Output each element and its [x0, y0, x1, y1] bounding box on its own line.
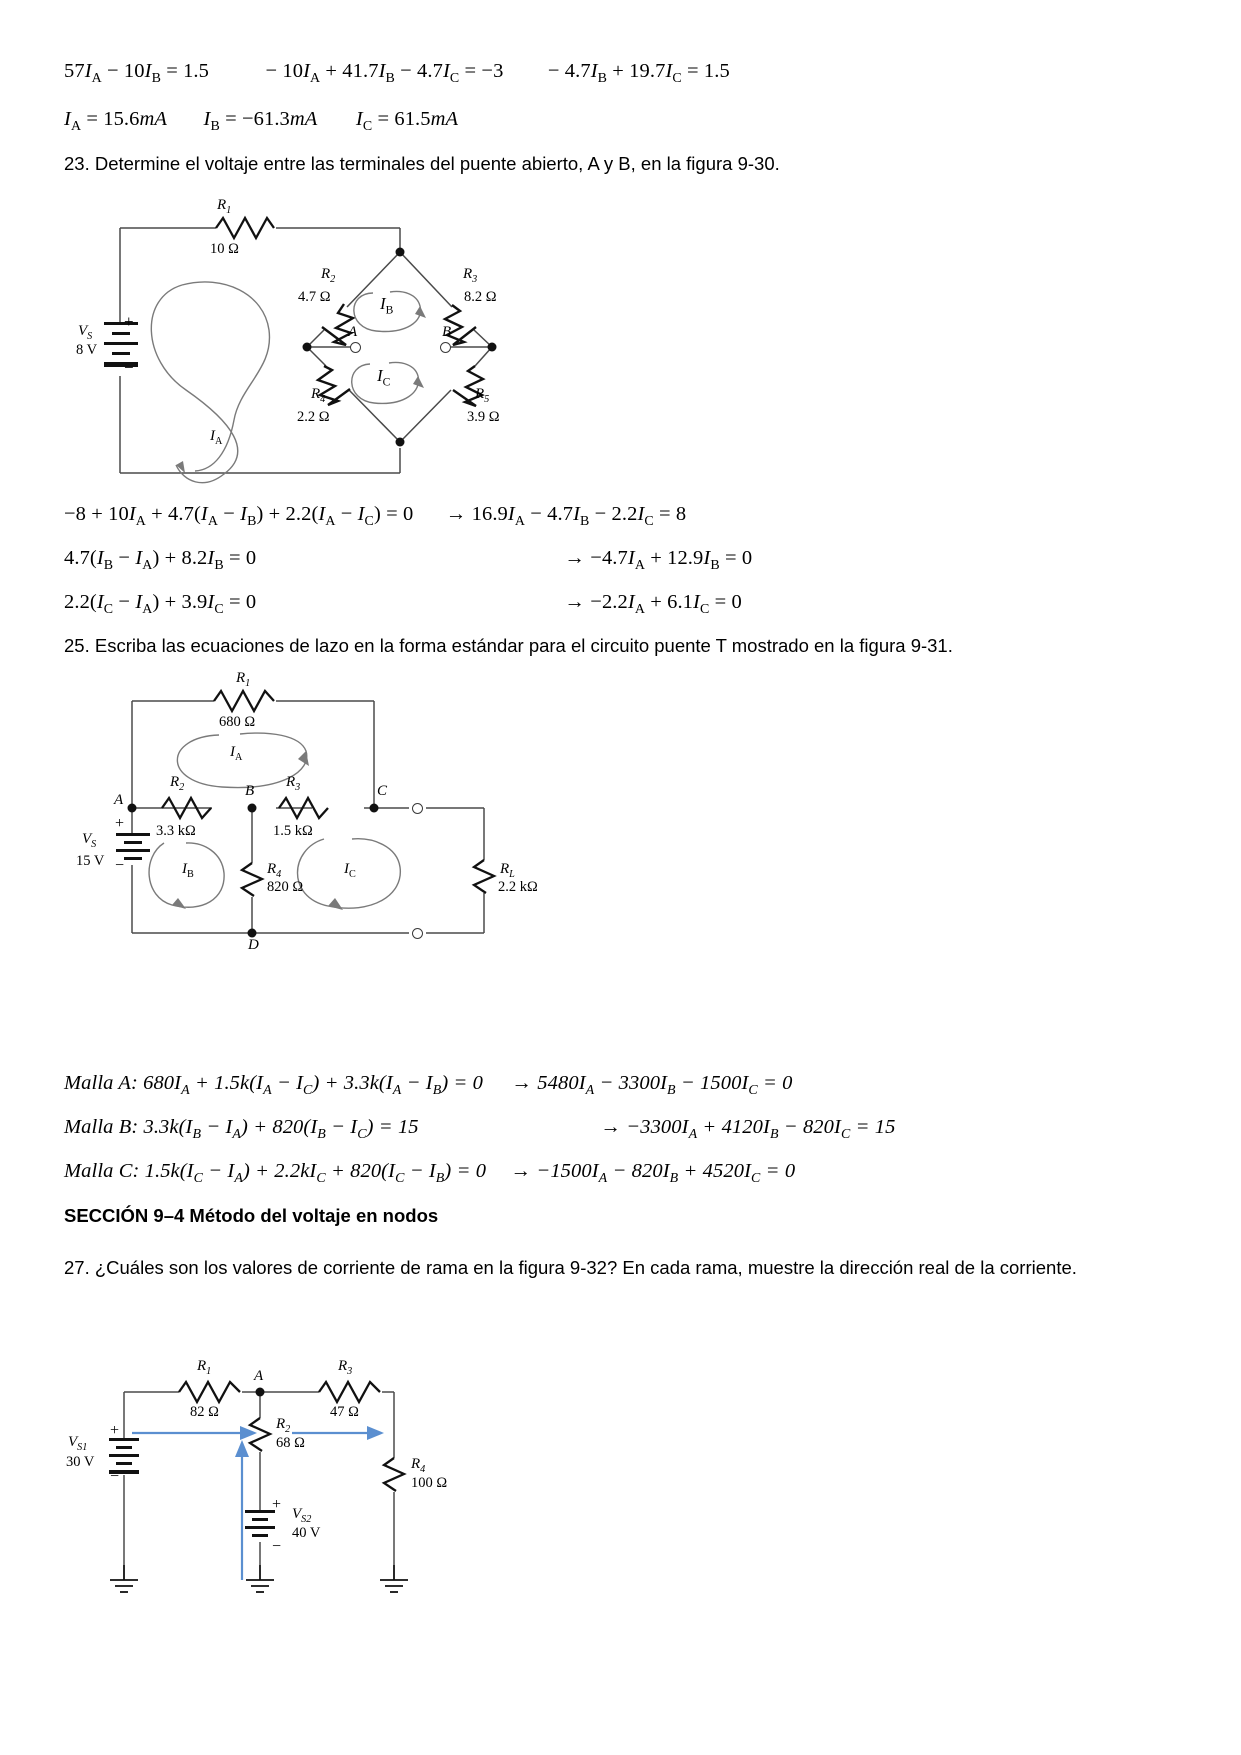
- label-R3-value: 8.2 Ω: [464, 289, 497, 305]
- figure-9-32: [64, 1330, 584, 1640]
- eq23-line3-right: → $-2.2I_A + 6.1I_C = 0$: [564, 591, 742, 618]
- label-node-C: C: [377, 783, 388, 799]
- node-A: [128, 804, 137, 813]
- eq25-mallaA: [64, 1072, 793, 1099]
- label-R3: $R_3$: [286, 774, 301, 793]
- node-top: [396, 248, 405, 257]
- eq23-line1-right: → $16.9I_A - 4.7I_B - 2.2I_C = 8$: [445, 503, 687, 530]
- node-C: [370, 804, 379, 813]
- label-node-D: D: [248, 937, 259, 953]
- node-A: [256, 1388, 265, 1397]
- eq25-mallaC-right: → $-1500I_A - 820I_B + 4520I_C = 0$: [510, 1160, 796, 1187]
- label-VS-value: 15 V: [76, 853, 105, 869]
- terminal-D-open: [412, 928, 423, 939]
- label-minus: −: [124, 358, 134, 377]
- label-R4: $R_4$: [267, 861, 282, 880]
- label-VS: $V_S$: [82, 831, 97, 850]
- label-IA: $I_A$: [210, 428, 223, 447]
- label-node-A: A: [254, 1368, 264, 1384]
- node-bottom: [396, 438, 405, 447]
- label-node-A: A: [114, 792, 124, 808]
- label-R2-value: 3.3 kΩ: [156, 823, 196, 839]
- label-R5: $R_5$: [475, 386, 490, 405]
- section-heading: SECCIÓN 9–4 Método del voltaje en nodos: [64, 1205, 439, 1226]
- label-VS2-minus: −: [272, 1538, 282, 1555]
- label-R2-value: 4.7 Ω: [298, 289, 331, 305]
- label-VS1: $V_{S1}$: [68, 1434, 88, 1453]
- label-VS1-plus: +: [110, 1422, 120, 1439]
- eq23-line2-right: → $-4.7I_A + 12.9I_B = 0$: [564, 547, 753, 574]
- eq-top-2a: $I_A = 15.6mA$: [64, 108, 168, 135]
- eq25-mallaB: [64, 1116, 895, 1143]
- terminal-A: [350, 342, 361, 353]
- eq23-line2: [64, 547, 824, 574]
- eq-top-2b: $I_B = -61.3mA$: [203, 108, 318, 135]
- label-R2: $R_2$: [170, 774, 185, 793]
- problem-27-text: 27. ¿Cuáles son los valores de corriente de rama en la figura 9-32? En cada rama, muestre la dirección real de la corriente.: [64, 1257, 1077, 1278]
- eq25-mallaB-left: Malla B: $3.3k(I_B - I_A) + 820(I_B - I_C) = 15$: [64, 1116, 419, 1143]
- equation-top-1: [64, 60, 730, 87]
- eq-top-1c: − $4.7I_B + 19.7I_C = 1.5$: [547, 60, 730, 87]
- label-R4: $R_4$: [411, 1456, 426, 1475]
- figure-9-30-svg: [64, 190, 624, 490]
- label-terminal-B: B: [442, 324, 452, 340]
- resistor-R4-symbol: [384, 1458, 404, 1491]
- terminal-C-open: [412, 803, 423, 814]
- node-left: [303, 343, 312, 352]
- resistor-R4-symbol: [242, 863, 262, 896]
- label-R2: $R_2$: [321, 266, 336, 285]
- eq23-line1: [64, 503, 686, 530]
- label-R1-value: 10 Ω: [210, 241, 239, 257]
- equation-top-2: [64, 108, 458, 135]
- label-R2-value: 68 Ω: [276, 1435, 305, 1451]
- resistor-R3-symbol: [319, 1382, 380, 1402]
- ground-symbol-left: [110, 1565, 138, 1592]
- figure-9-31-svg: [64, 665, 624, 955]
- label-IC: $I_C$: [344, 861, 356, 880]
- label-VS2: $V_{S2}$: [292, 1506, 312, 1525]
- figure-9-31: [64, 665, 624, 955]
- label-VS1-value: 30 V: [66, 1454, 95, 1470]
- label-R3: $R_3$: [338, 1358, 353, 1377]
- eq25-mallaC-left: Malla C: $1.5k(I_C - I_A) + 2.2kI_C + 820(I_C - I_B) = 0$: [64, 1160, 487, 1187]
- label-R1-value: 82 Ω: [190, 1404, 219, 1420]
- label-R3-value: 47 Ω: [330, 1404, 359, 1420]
- eq25-mallaB-right: → $-3300I_A + 4120I_B - 820I_C = 15$: [600, 1116, 896, 1143]
- label-R1: $R_1$: [197, 1358, 212, 1377]
- label-R1-value: 680 Ω: [219, 714, 256, 730]
- label-VS: $V_S$: [78, 323, 93, 342]
- label-R3: $R_3$: [463, 266, 478, 285]
- label-node-B: B: [245, 783, 255, 799]
- label-IB: $I_B$: [380, 294, 394, 317]
- label-R4-value: 2.2 Ω: [297, 409, 330, 425]
- current-arrow-left: [132, 1426, 257, 1440]
- eq23-line3-left: $2.2(I_C - I_A) + 3.9I_C = 0$: [64, 591, 257, 618]
- label-R1: $R_1$: [217, 197, 232, 216]
- loop-current-IA-arrow: [151, 282, 269, 483]
- resistor-R1-symbol: [179, 1382, 240, 1402]
- problem-23-text: 23. Determine el voltaje entre las terminales del puente abierto, A y B, en la figura 9-30.: [64, 153, 780, 174]
- label-minus: −: [115, 857, 125, 874]
- label-plus: +: [124, 312, 134, 331]
- resistor-R1-symbol: [216, 218, 274, 238]
- resistor-R1-symbol: [214, 691, 274, 711]
- eq25-mallaA-right: → $5480I_A - 3300I_B - 1500I_C = 0$: [511, 1072, 793, 1099]
- label-R3-value: 1.5 kΩ: [273, 823, 313, 839]
- problem-25-text: 25. Escriba las ecuaciones de lazo en la forma estándar para el circuito puente T mostrado en la figura 9-31.: [64, 635, 953, 656]
- label-IB: $I_B$: [182, 861, 194, 880]
- eq-top-1b: − $10I_A + 41.7I_B - 4.7I_C = -3$: [265, 60, 504, 87]
- ground-symbol-right: [380, 1565, 408, 1592]
- figure-9-32-svg: [64, 1330, 584, 1640]
- label-RL-value: 2.2 kΩ: [498, 879, 538, 895]
- eq23-line3: [64, 591, 824, 618]
- node-B: [248, 804, 257, 813]
- eq23-line1-left: $-8 + 10I_A + 4.7(I_A - I_B) + 2.2(I_A - I_C) = 0$: [64, 503, 414, 530]
- label-R4-value: 100 Ω: [411, 1475, 448, 1491]
- label-VS2-value: 40 V: [292, 1525, 321, 1541]
- label-R4-value: 820 Ω: [267, 879, 304, 895]
- label-IA: $I_A$: [230, 744, 243, 763]
- ground-symbol-mid: [246, 1565, 274, 1592]
- current-arrow-right: [292, 1426, 384, 1440]
- label-terminal-A: A: [348, 324, 358, 340]
- eq-top-2c: $I_C = 61.5mA$: [355, 108, 459, 135]
- label-R5-value: 3.9 Ω: [467, 409, 500, 425]
- label-R1: $R_1$: [236, 670, 251, 689]
- label-plus: +: [115, 815, 125, 832]
- label-RL: $R_L$: [500, 861, 515, 880]
- label-VS2-plus: +: [272, 1496, 282, 1513]
- label-R4: $R_4$: [311, 386, 326, 405]
- label-VS-value: 8 V: [76, 342, 98, 358]
- label-VS1-minus: −: [110, 1468, 120, 1485]
- figure-9-30: [64, 190, 624, 490]
- voltage-source-VS-symbol: [98, 316, 144, 380]
- terminal-B: [440, 342, 451, 353]
- eq25-mallaA-left: Malla A: $680I_A + 1.5k(I_A - I_C) + 3.3k(I_A - I_B) = 0$: [64, 1072, 484, 1099]
- node-right: [488, 343, 497, 352]
- label-IC: $I_C$: [377, 366, 391, 389]
- resistor-RL-symbol: [474, 860, 494, 893]
- eq-top-1a: $57I_A - 10I_B = 1.5$: [64, 60, 210, 87]
- eq25-mallaC: [64, 1160, 795, 1187]
- eq23-line2-left: $4.7(I_B - I_A) + 8.2I_B = 0$: [64, 547, 257, 574]
- label-R2: $R_2$: [276, 1416, 291, 1435]
